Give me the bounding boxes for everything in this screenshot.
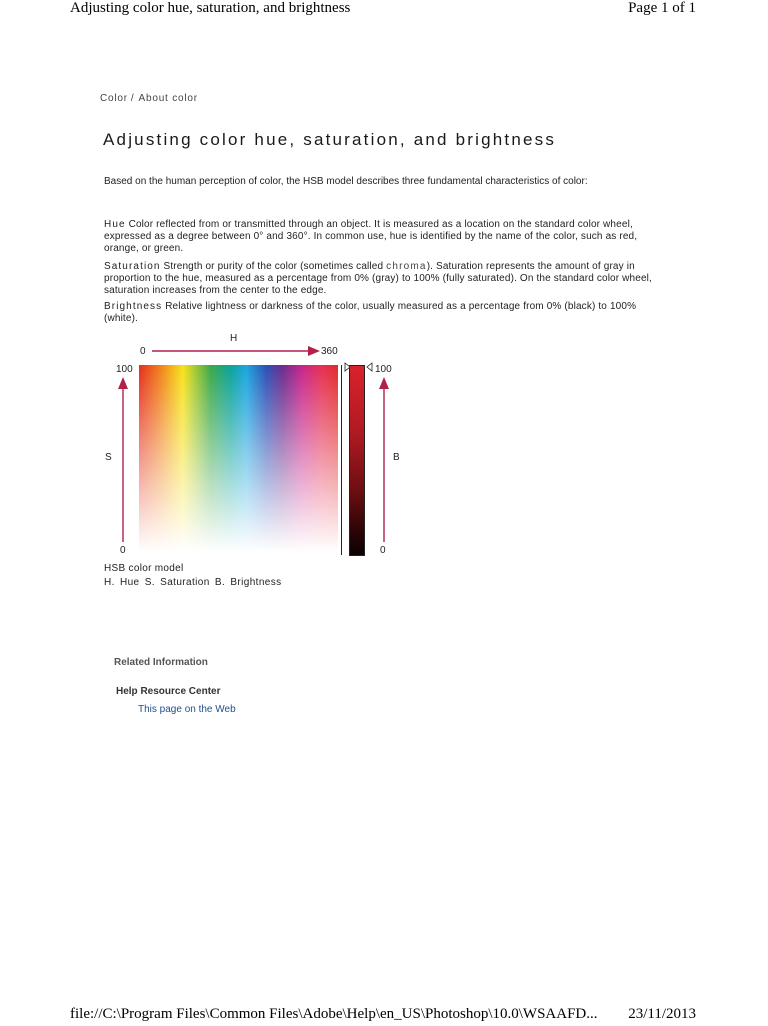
print-footer: [0, 1006, 768, 1026]
hue-definition: [104, 219, 670, 255]
brightness-axis-label: B: [393, 452, 400, 463]
axis-arrows: [100, 330, 420, 565]
this-page-on-the-web-link[interactable]: This page on the Web: [138, 704, 236, 715]
brightness-arrow-head: [379, 377, 389, 389]
print-footer-file-path: file://C:\Program Files\Common Files\Adobe\Help\en_US\Photoshop\10.0\WSAAFD...: [70, 1006, 598, 1022]
page-title: Adjusting color hue, saturation, and brightness: [103, 130, 557, 149]
hue-text: Color reflected from or transmitted through an object. It is measured as a location on the standard color wheel, expressed as a degree between 0° and 360°. In common use, hue is identified by the name of the color, such as red, orange, or green.: [104, 219, 638, 254]
hue-min-label: 0: [140, 346, 146, 357]
saturation-text-after: ). Saturation represents the amount of gray in proportion to the hue, measured as a percentage from 0% (gray) to 100% (fully saturated). On the standard color wheel, saturation increases from the center to the edge.: [104, 261, 652, 296]
saturation-max-label: 100: [116, 364, 133, 375]
breadcrumb-separator: /: [130, 93, 135, 104]
brightness-slider-right-marker: [367, 363, 372, 371]
brightness-term: Brightness: [104, 301, 163, 312]
brightness-definition: [104, 301, 670, 325]
brightness-slider-left-marker: [345, 363, 350, 371]
brightness-max-label: 100: [375, 364, 392, 375]
help-resource-center-heading: Help Resource Center: [116, 686, 221, 697]
related-information-heading: Related Information: [114, 657, 208, 668]
print-header: [0, 0, 768, 20]
breadcrumb-item-color[interactable]: Color: [100, 93, 128, 104]
hue-max-label: 360: [321, 346, 338, 357]
chroma-term: chroma: [386, 261, 427, 272]
figure-caption-legend: H. Hue S. Saturation B. Brightness: [104, 577, 282, 588]
hue-axis-label: H: [230, 333, 238, 344]
saturation-text-before: Strength or purity of the color (sometimes called: [163, 261, 384, 272]
hue-term: Hue: [104, 219, 126, 230]
brightness-text: Relative lightness or darkness of the color, usually measured as a percentage from 0% (black) to 100% (white).: [104, 301, 637, 324]
breadcrumb: [100, 93, 198, 104]
brightness-min-label: 0: [380, 545, 386, 556]
saturation-definition: [104, 261, 670, 297]
saturation-axis-label: S: [105, 452, 112, 463]
hue-arrow-head: [308, 346, 320, 356]
print-header-page-number: Page 1 of 1: [628, 0, 696, 16]
saturation-min-label: 0: [120, 545, 126, 556]
figure-caption-title: HSB color model: [104, 563, 184, 574]
breadcrumb-item-about-color[interactable]: About color: [138, 93, 198, 104]
print-header-title: Adjusting color hue, saturation, and brightness: [70, 0, 351, 16]
intro-paragraph: Based on the human perception of color, the HSB model describes three fundamental characteristics of color:: [104, 176, 588, 187]
print-footer-date: 23/11/2013: [628, 1006, 696, 1022]
saturation-arrow-head: [118, 377, 128, 389]
hsb-color-model-figure: [100, 330, 420, 565]
saturation-term: Saturation: [104, 261, 161, 272]
